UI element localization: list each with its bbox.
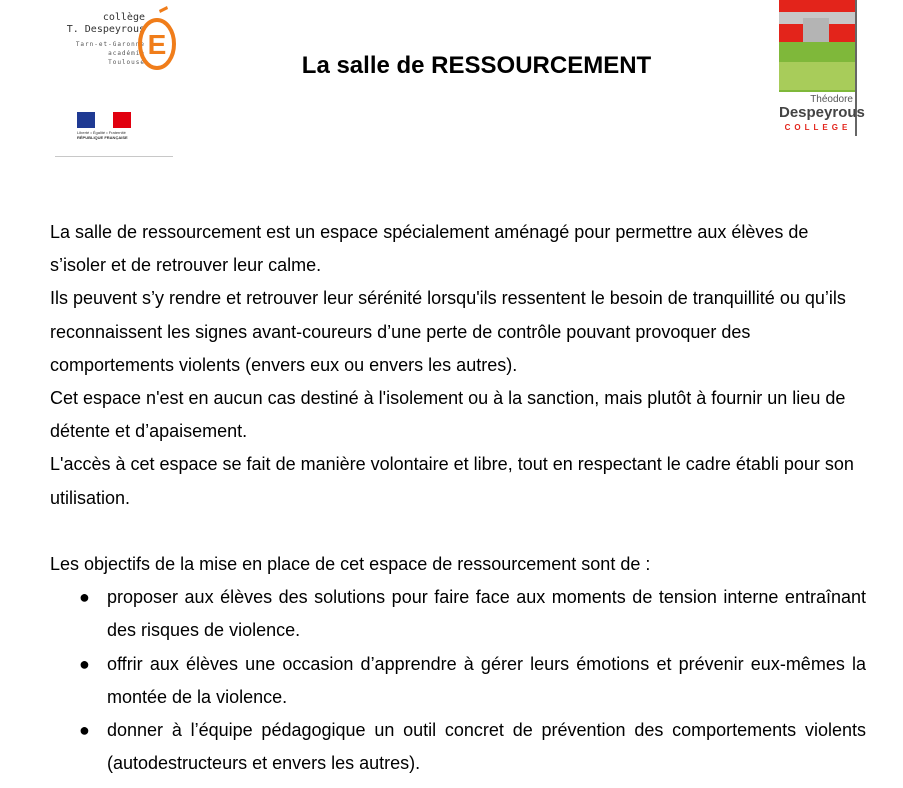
- document-body: [50, 216, 866, 780]
- list-item-text: proposer aux élèves des solutions pour faire face aux moments de tension interne entraînant des risques de violence.: [107, 587, 866, 641]
- college-logo-right: [779, 0, 865, 136]
- french-flag-icon: [77, 112, 131, 128]
- page-title: La salle de RESSOURCEMENT: [301, 52, 652, 79]
- paragraph: Cet espace n'est en aucun cas destiné à l'isolement ou à la sanction, mais plutôt à fournir un lieu de détente et d’apaisement.: [50, 388, 846, 442]
- college-name: T. Despeyrous: [66, 24, 145, 35]
- logo-label: COLLEGE: [784, 123, 852, 132]
- marianne-motto: Liberté • Égalité • Fraternité: [77, 130, 126, 135]
- college-logo-left: [55, 4, 175, 159]
- marianne-logo: [77, 112, 133, 148]
- flag-red: [113, 112, 131, 128]
- objectives-intro: Les objectifs de la mise en place de cet espace de ressourcement sont de :: [50, 554, 651, 575]
- flag-white: [95, 112, 113, 128]
- bullet-icon: ●: [79, 720, 90, 741]
- academy-line-2: Toulouse: [108, 59, 145, 66]
- marianne-country: RÉPUBLIQUE FRANÇAISE: [77, 135, 128, 140]
- spacer: [50, 515, 866, 548]
- bullet-icon: ●: [79, 653, 90, 674]
- svg-text:E: E: [147, 29, 167, 60]
- list-item: [50, 648, 866, 714]
- department-name: Tarn-et-Garonne: [75, 41, 145, 48]
- college-word: collège: [102, 12, 145, 23]
- paragraph: L'accès à cet espace se fait de manière volontaire et libre, tout en respectant le cadre établi pour son utilisation.: [50, 454, 854, 508]
- logo-light-green-block: [779, 62, 857, 90]
- paragraph: La salle de ressourcement est un espace spécialement aménagé pour permettre aux élèves de s’isoler et de retrouver leur calme.: [50, 222, 809, 276]
- bullet-icon: ●: [79, 587, 90, 608]
- flag-blue: [77, 112, 95, 128]
- objectives-list: [50, 581, 866, 780]
- academy-line-1: académie: [108, 50, 145, 57]
- logo-last-name: Despeyrous: [779, 104, 865, 121]
- logo-grey-stem: [803, 18, 829, 44]
- list-item-text: donner à l’équipe pédagogique un outil concret de prévention des comportements violents (autodestructeurs et envers les autres).: [107, 720, 866, 774]
- list-item: [50, 714, 866, 780]
- logo-first-name: Théodore: [810, 94, 853, 105]
- logo-divider: [55, 156, 173, 157]
- list-item: [50, 581, 866, 647]
- paragraph: Ils peuvent s’y rendre et retrouver leur sérénité lorsqu'ils ressentent le besoin de tranquillité ou qu’ils reconnaissent les signes avant-coureurs d’une perte de contrôle pouvant provoquer des comportements violents (envers eux ou envers les autres).: [50, 288, 846, 375]
- list-item-text: offrir aux élèves une occasion d’apprendre à gérer leurs émotions et prévenir eux-mêmes la montée de la violence.: [107, 653, 866, 707]
